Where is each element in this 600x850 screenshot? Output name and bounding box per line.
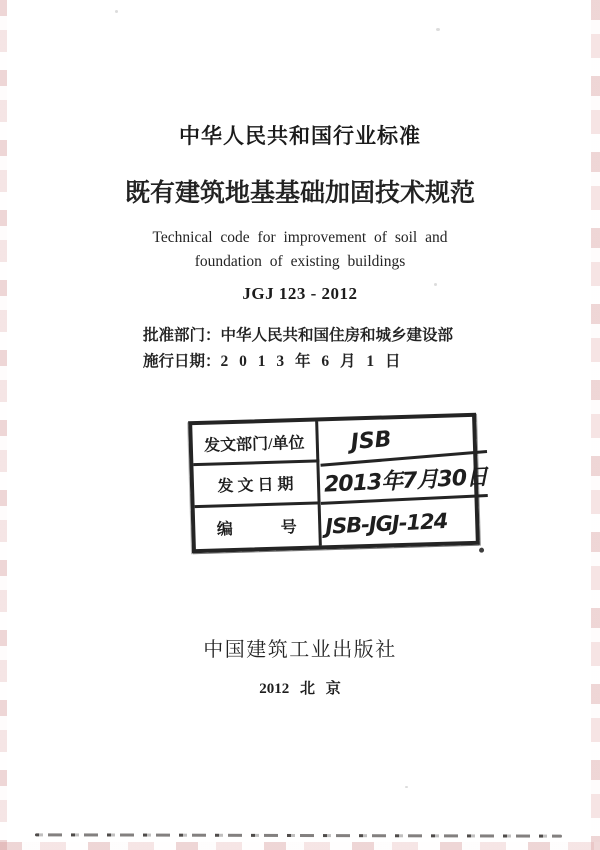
stamp-label-issue-date: 发 文 日 期 bbox=[193, 463, 320, 508]
stamp-value-issuing-department: JSB bbox=[317, 412, 487, 467]
stamp-label-serial-number: 编 号 bbox=[195, 504, 322, 549]
approval-stamp bbox=[188, 413, 488, 553]
document-title-en-line1: Technical code for improvement of soil and bbox=[152, 229, 448, 246]
page-bottom-scan-line bbox=[35, 833, 562, 837]
effective-date-line: 施行日期：2 0 1 3 年 6 月 1 日 bbox=[143, 353, 401, 370]
standard-type-heading: 中华人民共和国行业标准 bbox=[179, 125, 421, 148]
scan-speck bbox=[436, 28, 440, 31]
standard-number: JGJ 123 - 2012 bbox=[242, 284, 358, 303]
document-title-en-line2: foundation of existing buildings bbox=[194, 253, 406, 270]
scan-speck bbox=[115, 10, 118, 13]
publisher-name: 中国建筑工业出版社 bbox=[203, 639, 397, 661]
stamp-ink-speck bbox=[479, 548, 484, 553]
stamp-value-issue-date: 2013年7月30日 bbox=[319, 456, 488, 505]
page-edge-tint-bottom bbox=[0, 842, 600, 850]
stamp-label-issuing-department: 发文部门/单位 bbox=[192, 421, 319, 466]
publication-year-city: 2012 北 京 bbox=[259, 681, 341, 697]
approval-meta-block bbox=[143, 323, 453, 375]
approval-department-line: 批准部门：中华人民共和国住房和城乡建设部 bbox=[143, 327, 454, 344]
document-title-cn: 既有建筑地基基础加固技术规范 bbox=[124, 180, 475, 207]
scan-speck bbox=[405, 786, 408, 788]
stamp-value-serial-number: JSB-JGJ-124 bbox=[324, 508, 448, 538]
document-title-en bbox=[0, 226, 600, 274]
